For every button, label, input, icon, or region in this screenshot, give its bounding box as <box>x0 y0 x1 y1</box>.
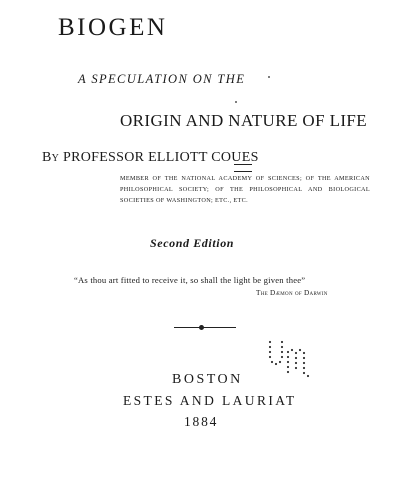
ornamental-rule-dot <box>199 325 204 330</box>
paper-speck <box>235 101 237 103</box>
subtitle-line-2-text: ORIGIN AND NATURE OF LIFE <box>120 111 368 130</box>
author-double-underline <box>234 164 252 172</box>
imprint-place <box>172 372 243 388</box>
epigraph-attribution: The Dæmon of Darwin <box>256 289 328 297</box>
subtitle-line-1 <box>78 72 245 87</box>
ornamental-rule <box>174 327 236 328</box>
edition-label: Second Edition <box>150 236 235 250</box>
book-title-text: BIOGEN <box>58 14 168 41</box>
imprint-year: 1884 <box>184 414 219 429</box>
subtitle-line-1-text: A SPECULATION ON THE <box>78 72 246 86</box>
paper-speck <box>268 76 270 78</box>
imprint-publisher <box>123 393 297 409</box>
subtitle-line-2 <box>120 111 367 131</box>
author-name: PROFESSOR ELLIOTT COUES <box>62 150 259 165</box>
book-title <box>58 14 167 42</box>
imprint-publisher-text: ESTES AND LAURIAT <box>123 393 297 408</box>
author-prefix: By <box>42 150 60 165</box>
author-affiliations: MEMBER OF THE NATIONAL ACADEMY OF SCIENCES; OF THE AMERICAN PHILOSOPHICAL SOCIETY; OF THE PHILOSOPHICAL AND BIOLOGICAL SOCIETIES OF WASHINGTON; ETC., ETC. <box>120 175 370 204</box>
author-line <box>42 150 259 166</box>
epigraph-quote: “As thou art fitted to receive it, so shall the light be given thee” <box>74 275 306 285</box>
library-perforation-stamp <box>266 338 312 380</box>
imprint-place-text: BOSTON <box>172 372 243 387</box>
